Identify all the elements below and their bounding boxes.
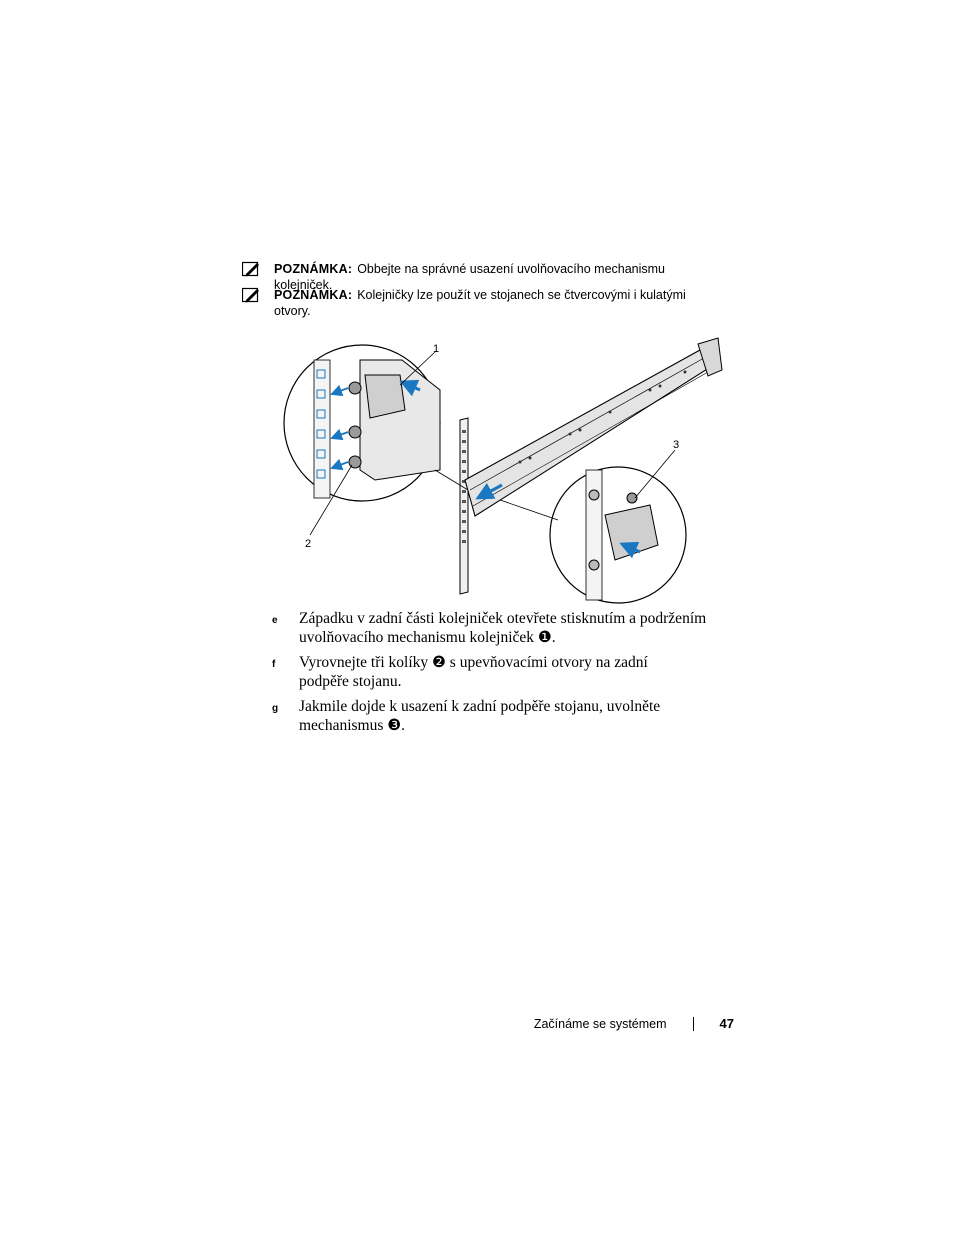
step-text: Vyrovnejte tři kolíky ❷ s upevňovacími otvory na zadní podpěře stojanu. <box>299 654 648 690</box>
footer-separator <box>693 1017 694 1031</box>
step-text: Západku v zadní části kolejniček otevřete stisknutím a podržením uvolňovacího mechanismu kolejniček ❶. <box>299 610 707 646</box>
step-g <box>272 697 722 735</box>
note-label: POZNÁMKA: <box>274 288 353 302</box>
note-2 <box>242 287 722 319</box>
step-text: Jakmile dojde k usazení k zadní podpěře stojanu, uvolněte mechanismus ❸. <box>299 698 661 734</box>
step-letter: f <box>272 659 276 670</box>
callout-2: 2 <box>305 538 312 550</box>
rail-installation-illustration <box>280 330 730 605</box>
footer-section-title: Začínáme se systémem <box>533 1016 667 1031</box>
rack-post <box>460 418 468 594</box>
note-text: Obbejte na správné usazení uvolňovacího mechanismu kolejniček. <box>274 262 666 292</box>
detail-circle-right <box>550 467 686 603</box>
step-e <box>272 609 722 647</box>
step-letter: e <box>272 615 278 626</box>
step-letter: g <box>272 703 279 714</box>
step-f <box>272 653 722 691</box>
callout-3: 3 <box>673 439 680 451</box>
note-pencil-icon <box>242 287 260 303</box>
page-number: 47 <box>719 1016 734 1031</box>
page-footer <box>500 1016 734 1031</box>
note-label: POZNÁMKA: <box>274 262 353 276</box>
note-pencil-icon <box>242 261 260 277</box>
detail-circle-left <box>284 345 440 501</box>
note-text: Kolejničky lze použít ve stojanech se čtvercovými i kulatými otvory. <box>274 288 686 318</box>
callout-1: 1 <box>433 343 440 355</box>
